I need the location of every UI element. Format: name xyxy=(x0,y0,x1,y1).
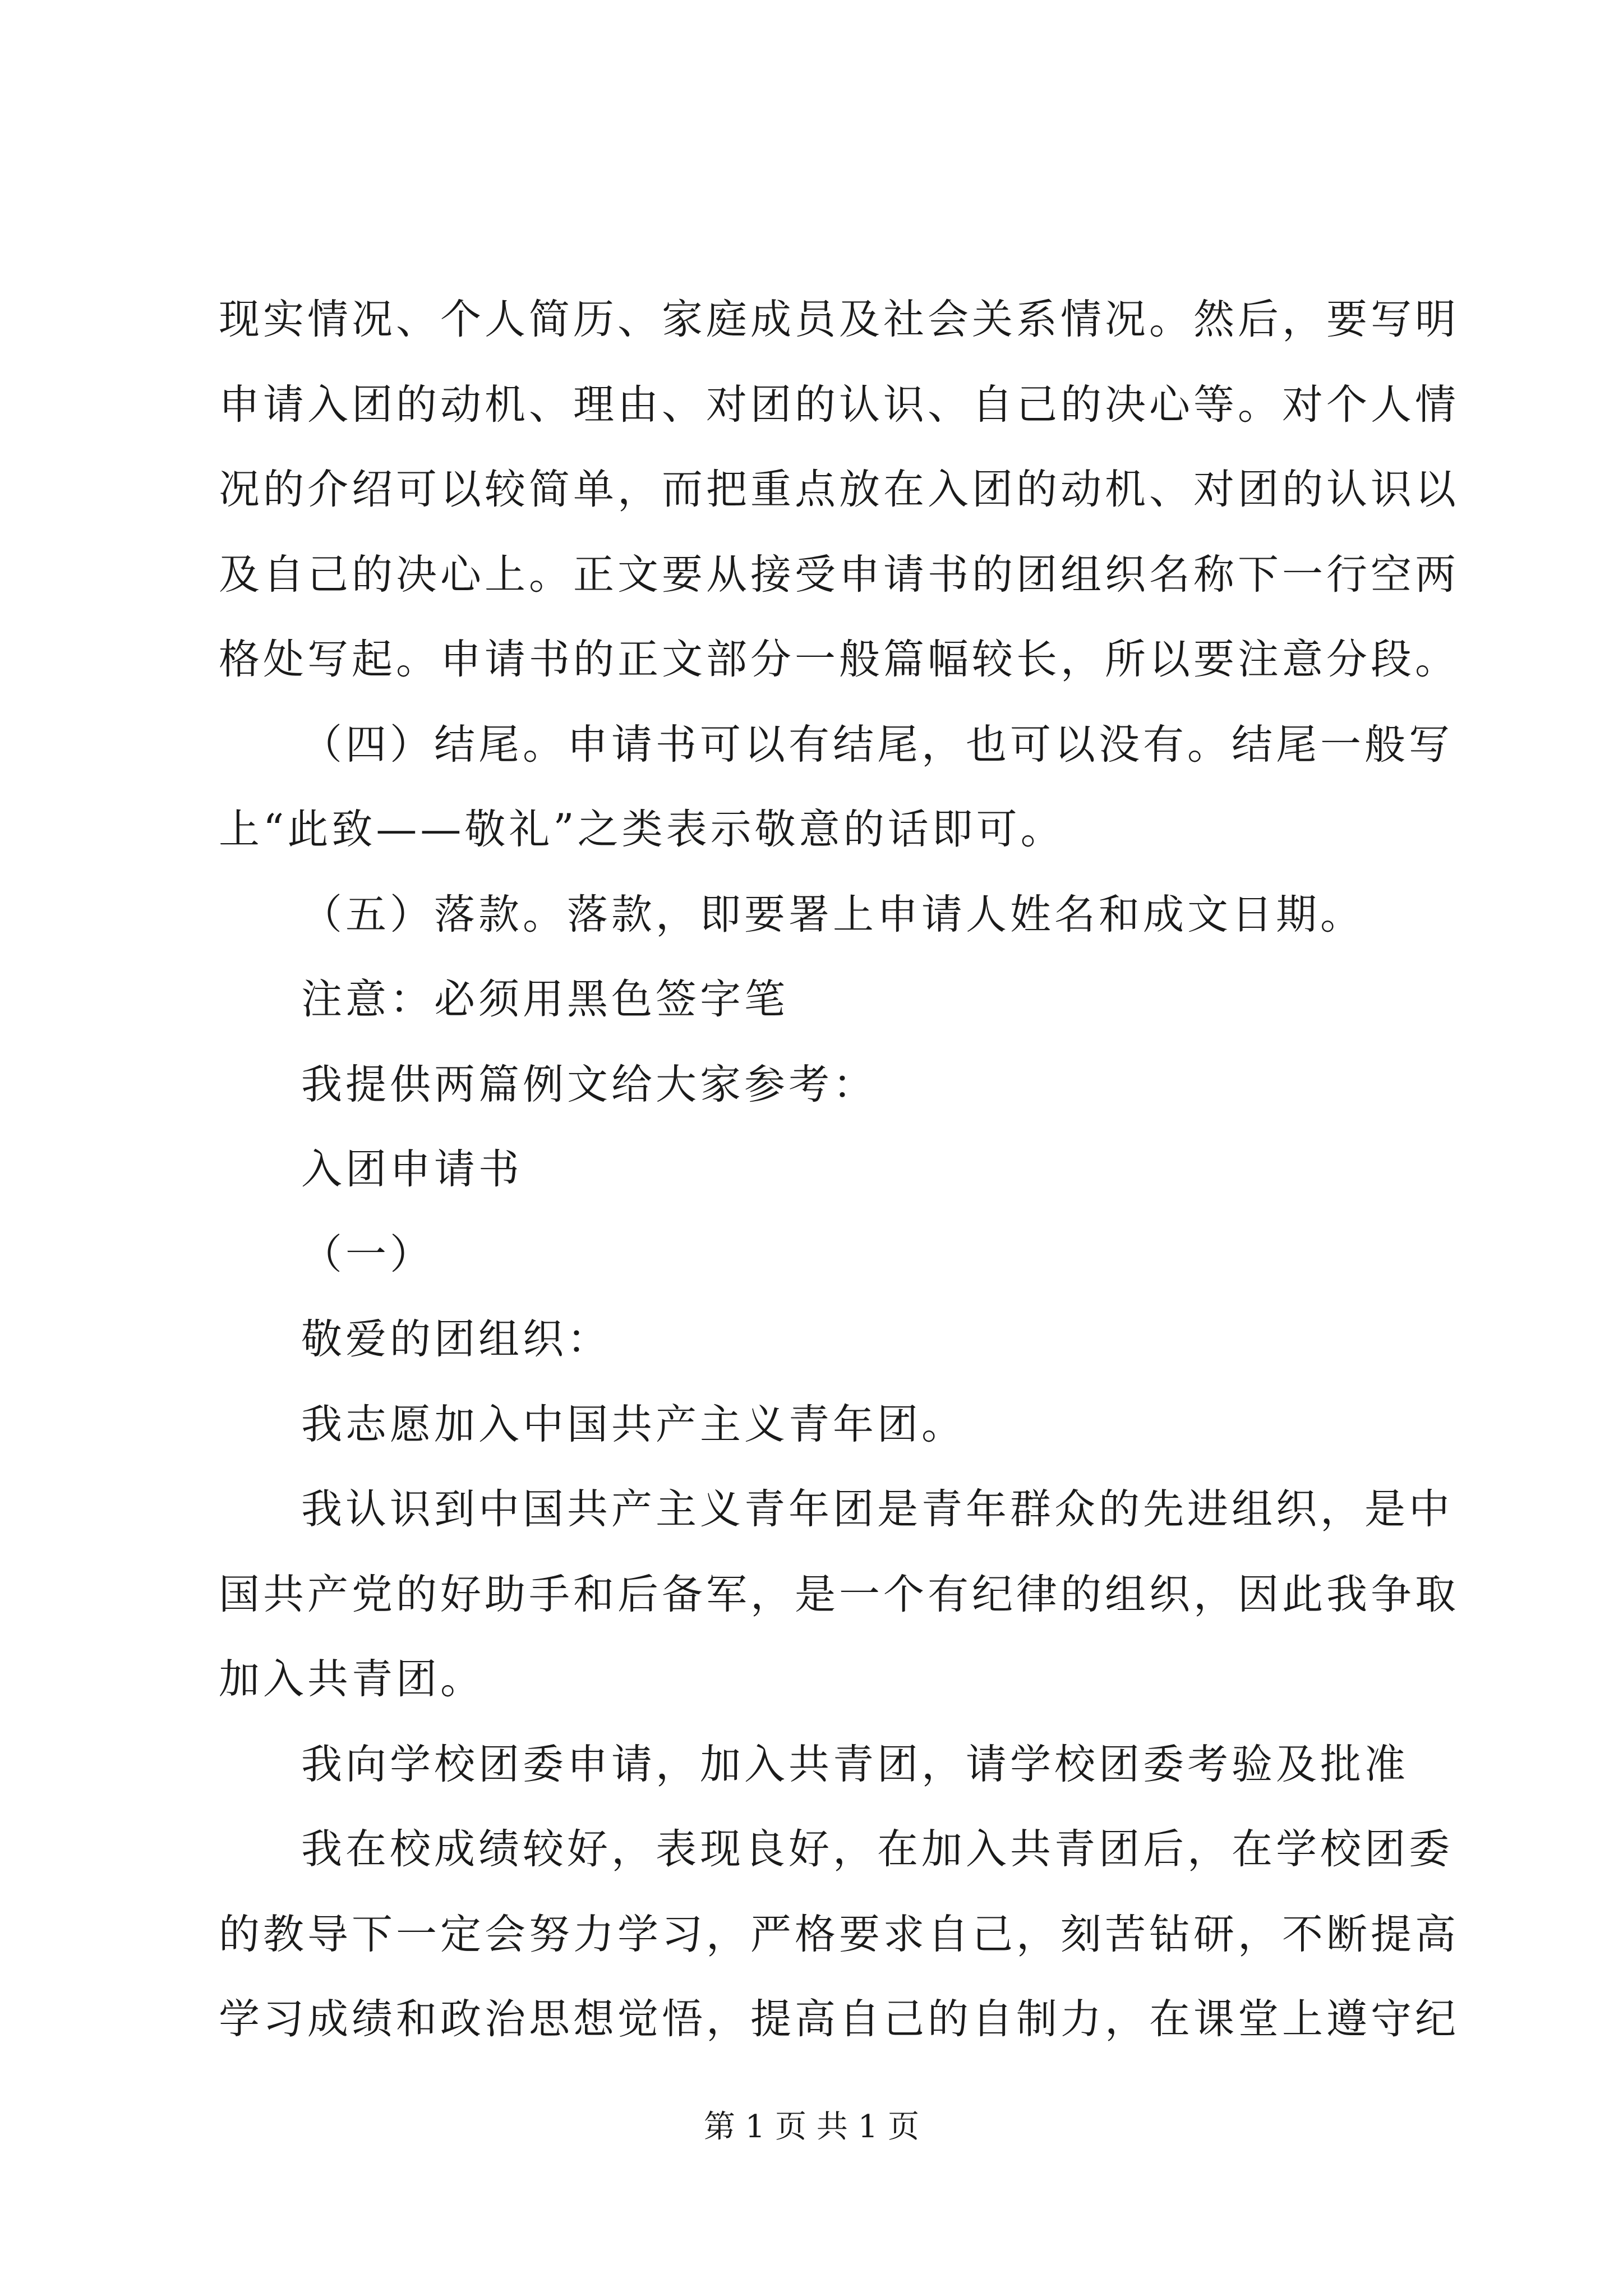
body-line: 加入共青团。 xyxy=(219,1655,485,1703)
body-line: 上“此致——敬礼”之类表示敬意的话即可。 xyxy=(219,806,1065,853)
body-line: 注意：必须用黑色签字笔 xyxy=(301,976,789,1023)
body-line: 敬爱的团组织： xyxy=(301,1315,611,1363)
body-line: 我志愿加入中国共产主义青年团。 xyxy=(301,1401,966,1448)
body-line: （四）结尾。申请书可以有结尾，也可以没有。结尾一般写 xyxy=(301,721,1453,769)
page-footer: 第 1 页 共 1 页 xyxy=(703,2109,920,2145)
body-line: 况的介绍可以较简单，而把重点放在入团的动机、对团的认识以 xyxy=(219,466,1459,513)
body-line: 的教导下一定会努力学习，严格要求自己，刻苦钻研，不断提高 xyxy=(219,1911,1459,1958)
body-line: 我认识到中国共产主义青年团是青年群众的先进组织，是中 xyxy=(301,1485,1453,1533)
body-line: （一） xyxy=(301,1231,434,1278)
body-line: 申请入团的动机、理由、对团的认识、自己的决心等。对个人情 xyxy=(219,381,1459,429)
body-line: 我向学校团委申请，加入共青团，请学校团委考验及批准 xyxy=(301,1741,1409,1788)
body-line: 及自己的决心上。正文要从接受申请书的团组织名称下一行空两 xyxy=(219,551,1459,599)
body-line: 学习成绩和政治思想觉悟，提高自己的自制力，在课堂上遵守纪 xyxy=(219,1995,1459,2043)
body-line: 我在校成绩较好，表现良好，在加入共青团后，在学校团委 xyxy=(301,1825,1453,1873)
body-line: 国共产党的好助手和后备军，是一个有纪律的组织，因此我争取 xyxy=(219,1571,1459,1618)
body-line: 现实情况、个人简历、家庭成员及社会关系情况。然后，要写明 xyxy=(219,296,1459,343)
body-line: （五）落款。落款，即要署上申请人姓名和成文日期。 xyxy=(301,891,1364,938)
body-line: 我提供两篇例文给大家参考： xyxy=(301,1061,877,1108)
body-line: 格处写起。申请书的正文部分一般篇幅较长，所以要注意分段。 xyxy=(219,636,1459,683)
body-line: 入团申请书 xyxy=(301,1145,523,1193)
